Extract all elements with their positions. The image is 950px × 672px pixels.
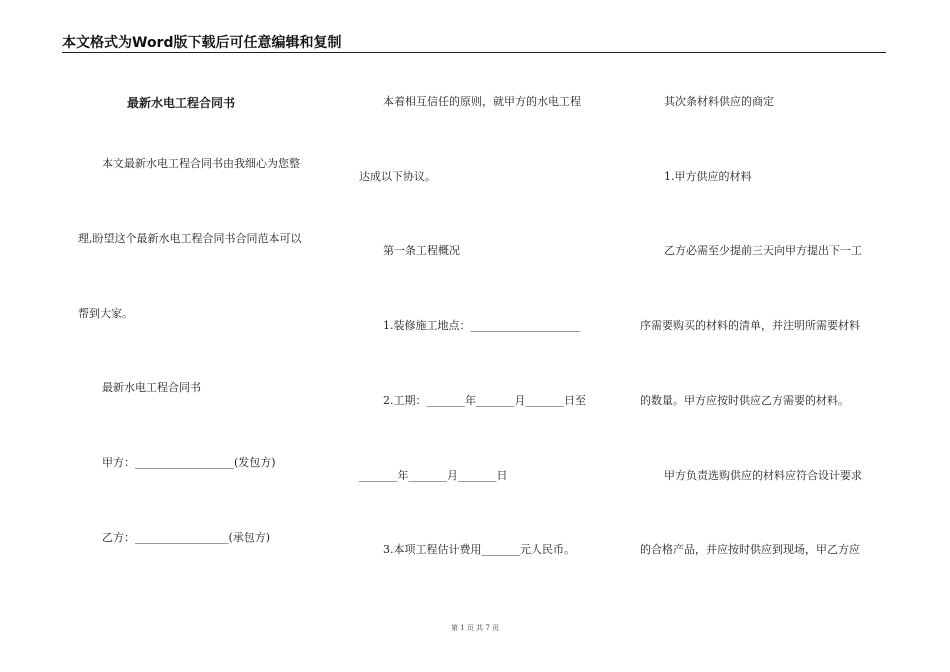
- party-a-line: 甲方：__________________(发包方): [102, 456, 276, 469]
- col1-line-3: 帮到大家。: [78, 307, 133, 320]
- col3-line-4: 序需要购买的材料的清单，并注明所需要材料: [640, 319, 860, 332]
- col1-line-4: 最新水电工程合同书: [102, 381, 201, 394]
- col3-line-5: 的数量。甲方应按时供应乙方需要的材料。: [640, 394, 849, 407]
- col3-line-7: 的合格产品，并应按时供应到现场，甲乙方应: [640, 543, 860, 556]
- header-divider: [62, 52, 886, 53]
- col2-line-5: 2.工期：_______年_______月_______日至: [383, 394, 586, 407]
- document-header: 本文格式为Word版下载后可任意编辑和复制: [62, 35, 342, 51]
- col2-line-7: 3.本项工程估计费用_______元人民币。: [383, 543, 575, 556]
- party-b-line: 乙方：_________________(承包方): [102, 531, 271, 544]
- document-title: 最新水电工程合同书: [127, 96, 236, 110]
- col3-line-3: 乙方必需至少提前三天向甲方提出下一工: [664, 244, 862, 257]
- page-number-footer: 第 1 页 共 7 页: [450, 624, 500, 632]
- section-2-heading: 其次条材料供应的商定: [664, 95, 774, 108]
- col3-line-6: 甲方负责选购供应的材料应符合设计要求: [664, 469, 862, 482]
- col2-line-4: 1.装修施工地点：____________________: [383, 319, 581, 332]
- section-1-heading: 第一条工程概况: [383, 244, 460, 257]
- col2-line-1: 本着相互信任的原则，就甲方的水电工程: [383, 95, 581, 108]
- col3-line-2: 1.甲方供应的材料: [664, 170, 752, 183]
- col1-line-2: 理,盼望这个最新水电工程合同书合同范本可以: [78, 232, 302, 245]
- col2-line-2: 达成以下协议。: [359, 170, 436, 183]
- col2-line-6: _______年_______月_______日: [359, 469, 508, 482]
- col1-line-1: 本文最新水电工程合同书由我细心为您整: [102, 157, 300, 170]
